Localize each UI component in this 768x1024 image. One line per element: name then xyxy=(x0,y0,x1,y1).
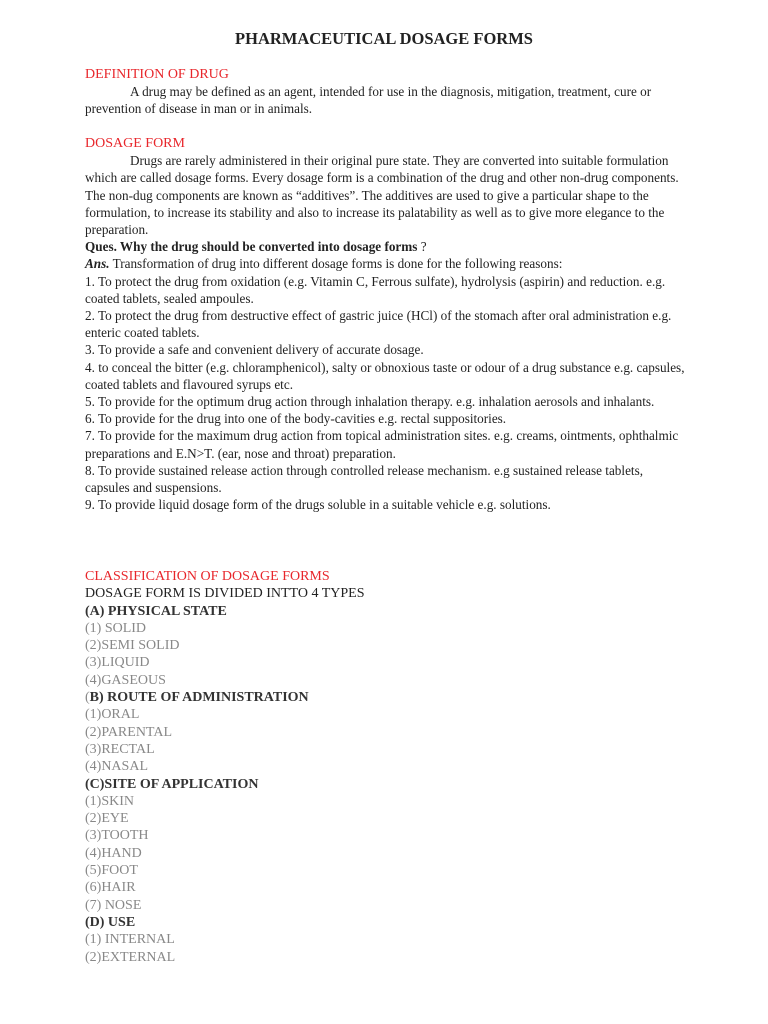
definition-heading: DEFINITION OF DRUG xyxy=(85,67,229,82)
site-item: (5)FOOT xyxy=(85,863,138,879)
use-label: (D) USE xyxy=(85,914,136,930)
route-label xyxy=(85,689,685,706)
site-item: (3)TOOTH xyxy=(85,828,149,844)
physical-item: (1) SOLID xyxy=(85,620,147,636)
classification-section xyxy=(85,568,685,966)
reason-6: 6. To provide for the drug into one of the body-cavities e.g. rectal suppositories. xyxy=(85,411,507,427)
classification-intro: DOSAGE FORM IS DIVIDED INTTO 4 TYPES xyxy=(85,586,365,602)
route-item: (2)PARENTAL xyxy=(85,724,173,740)
definition-text: A drug may be defined as an agent, intended for use in the diagnosis, mitigation, treatment, cure or prevention of disease in man or in animals. xyxy=(85,84,652,117)
answer-label: Ans. xyxy=(85,256,110,272)
reason-8: 8. To provide sustained release action through controlled release mechanism. e.g sustained release tablets, capsules and suspensions. xyxy=(85,462,644,496)
question-text: Ques. Why the drug should be converted into dosage forms xyxy=(85,239,418,255)
classification-heading: CLASSIFICATION OF DOSAGE FORMS xyxy=(85,569,330,584)
site-item: (1)SKIN xyxy=(85,793,134,809)
use-item: (2)EXTERNAL xyxy=(85,949,176,965)
site-label: (C)SITE OF APPLICATION xyxy=(85,776,259,792)
physical-state-label: (A) PHYSICAL STATE xyxy=(85,603,227,619)
dosage-form-para1: Drugs are rarely administered in their original pure state. They are converted into suitable formulation which are called dosage forms. Every dosage form is a combination of the drug and other non-drug components. xyxy=(85,153,679,186)
site-item: (2)EYE xyxy=(85,811,129,827)
route-item: (1)ORAL xyxy=(85,707,140,723)
reason-3: 3. To provide a safe and convenient delivery of accurate dosage. xyxy=(85,342,424,358)
answer-line xyxy=(85,255,685,272)
physical-item: (4)GASEOUS xyxy=(85,672,166,688)
site-item: (4)HAND xyxy=(85,845,142,861)
dosage-form-para2: The non-dug components are known as “additives”. The additives are used to give a particular shape to the formulation, to increase its stability and also to increase its palatability as well as to give more elegance to the preparation. xyxy=(85,187,665,238)
reason-5: 5. To provide for the optimum drug action through inhalation therapy. e.g. inhalation aerosols and inhalants. xyxy=(85,394,655,410)
physical-item: (3)LIQUID xyxy=(85,655,150,671)
route-label-text: B) ROUTE OF ADMINISTRATION xyxy=(89,690,309,706)
use-item: (1) INTERNAL xyxy=(85,932,175,948)
route-label-prefix: ( xyxy=(85,690,90,706)
site-item: (7) NOSE xyxy=(85,897,142,913)
physical-item: (2)SEMI SOLID xyxy=(85,638,180,654)
dosage-form-section xyxy=(85,135,685,513)
reason-4: 4. to conceal the bitter (e.g. chloramphenicol), salty or obnoxious taste or odour of a drug substance e.g. capsules, coated tablets and flavoured syrups etc. xyxy=(85,359,685,392)
reason-9: 9. To provide liquid dosage form of the drugs soluble in a suitable vehicle e.g. solutions. xyxy=(85,497,551,513)
question-line xyxy=(85,238,685,255)
answer-text: Transformation of drug into different dosage forms is done for the following reasons: xyxy=(109,256,563,272)
dosage-form-heading: DOSAGE FORM xyxy=(85,136,185,151)
reason-2: 2. To protect the drug from destructive effect of gastric juice (HCl) of the stomach after oral administration e.g. enteric coated tablets. xyxy=(85,308,672,341)
reason-1: 1. To protect the drug from oxidation (e.g. Vitamin C, Ferrous sulfate), hydrolysis (aspirin) and reduction. e.g. coated tablets, sealed ampoules. xyxy=(85,273,666,306)
reason-7: 7. To provide for the maximum drug action from topical administration sites. e.g. creams, ointments, ophthalmic preparations and E.N>T. (ear, nose and throat) preparation. xyxy=(85,428,679,461)
route-item: (4)NASAL xyxy=(85,759,148,775)
route-item: (3)RECTAL xyxy=(85,741,155,757)
page-title: PHARMACEUTICAL DOSAGE FORMS xyxy=(235,29,533,48)
question-mark: ? xyxy=(417,239,427,255)
definition-section xyxy=(85,66,685,118)
site-item: (6)HAIR xyxy=(85,880,136,896)
